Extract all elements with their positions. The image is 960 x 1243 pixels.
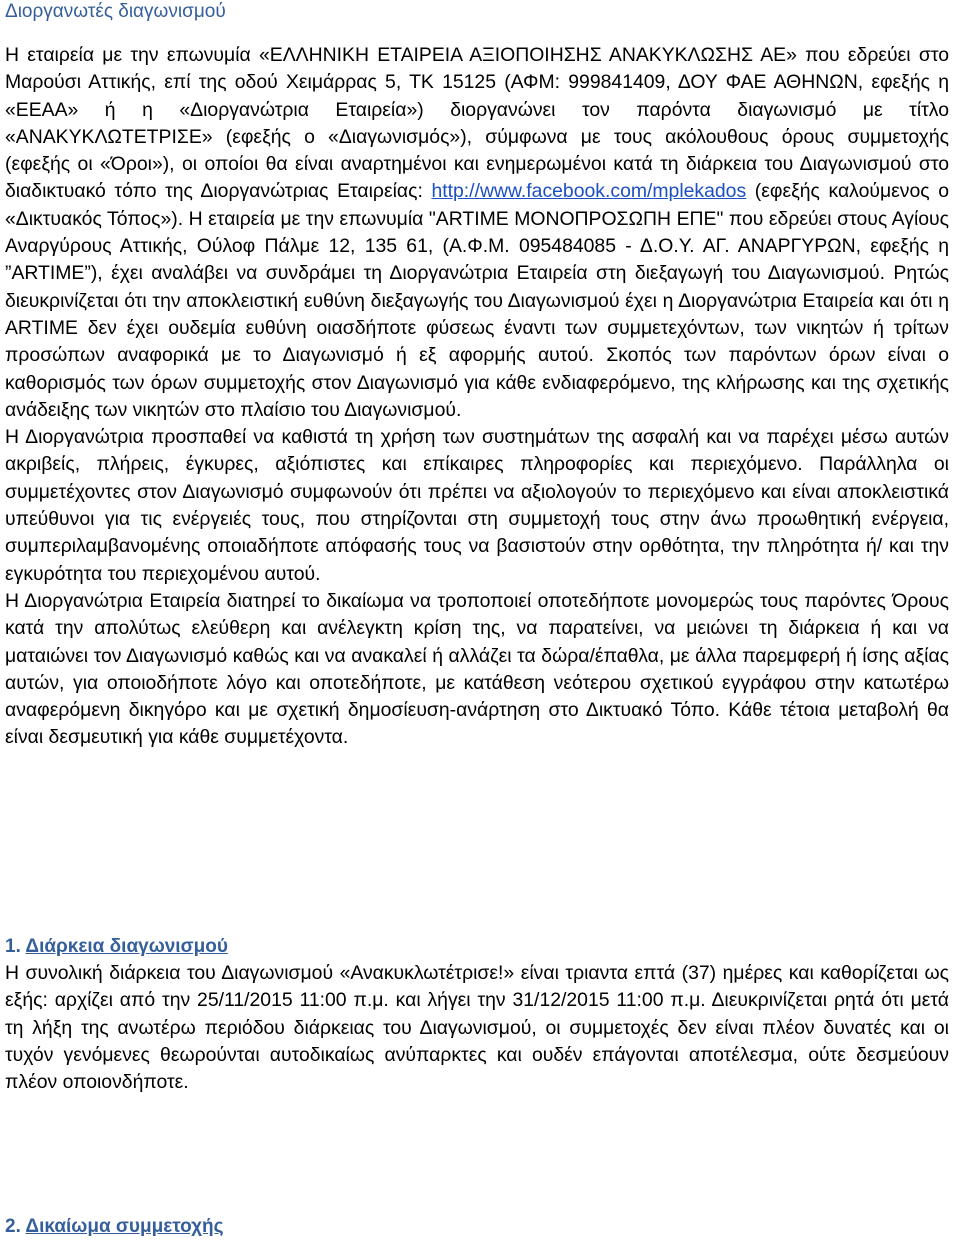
document-title: Διοργανωτές διαγωνισμού (5, 1, 226, 22)
section-1-title: Διάρκεια διαγωνισμού (25, 936, 228, 957)
facebook-link[interactable]: http://www.facebook.com/mplekados (431, 180, 747, 203)
section-2-title: Δικαίωμα συμμετοχής (25, 1216, 224, 1237)
intro-text (5, 42, 949, 752)
intro-part-3: Η Διοργανώτρια προσπαθεί να καθιστά τη χρήση των συστημάτων της ασφαλή και να παρέχει μέσω αυτών ακριβείς, πλήρεις, έγκυρες, αξιόπιστες και επίκαιρες πληροφορίες και περιεχόμενο. Παράλληλα οι συμμετέχοντες στον Διαγωνισμό συμφωνούν ότι πρέπει να αξιολογούν το περιεχόμενο και είναι αποκλειστικά υπεύθυνοι για τις ενέργειές τους, που στηρίζονται στη συμμετοχή τους στην άνω προωθητική ενέργεια, συμπεριλαμβανομένης οποιαδήποτε απόφασής τους να βασιστούν στην ορθότητα, την πληρότητα ή/ και την εγκυρότητα του περιεχομένου αυτού. (5, 426, 949, 585)
section-2-heading (5, 1216, 224, 1238)
section-1-heading (5, 936, 228, 958)
section-1-text: Η συνολική διάρκεια του Διαγωνισμού «Ανακυκλωτέτρισε!» είναι τριαντα επτά (37) ημέρες και καθορίζεται ως εξής: αρχίζει από την 25/11/2015 11:00 π.μ. και λήγει την 31/12/2015 11:00 π.μ. Διευκρινίζεται ρητά ότι μετά τη λήξη της ανωτέρω περιόδου διάρκειας του Διαγωνισμού, οι συμμετοχές δεν είναι πλέον δυνατές και οι τυχόν γενόμενες θεωρούνται αυτοδικαίως ανύπαρκτες και ουδέν επάγονται αποτέλεσμα, ούτε δεσμεύουν πλέον οποιονδήποτε. (5, 962, 949, 1094)
intro-part-1: Η εταιρεία με την επωνυμία «ΕΛΛΗΝΙΚΗ ΕΤΑΙΡΕΙΑ ΑΞΙΟΠΟΙΗΣΗΣ ΑΝΑΚΥΚΛΩΣΗΣ ΑΕ» που εδρεύει στο Μαρούσι Αττικής, επί της οδού Χειμάρρας 5, ΤΚ 15125 (ΑΦΜ: 999841409, ΔΟΥ ΦΑΕ ΑΘΗΝΩΝ, εφεξής η «ΕΕΑΑ» ή η «Διοργανώτρια Εταιρεία») διοργανώνει τον παρόντα διαγωνισμό με τίτλο «ΑΝΑΚΥΚΛΩΤΕΤΡΙΣΕ» (εφεξής ο «Διαγωνισμός»), σύμφωνα με τους ακόλουθους όρους συμμετοχής (εφεξής οι «Όροι»), οι οποίοι θα είναι αναρτημένοι και ενημερωμένοι κατά τη διάρκεια του Διαγωνισμού στο διαδικτυακό τόπο της Διοργανώτριας Εταιρείας: (5, 44, 949, 203)
section-1-number: 1. (5, 936, 26, 957)
section-2-number: 2. (5, 1216, 26, 1237)
intro-part-2: (εφεξής καλούμενος ο «Δικτυακός Τόπος»). Η εταιρεία με την επωνυμία "ARTIME ΜΟΝΟΠΡΟΣΩΠΗ ΕΠΕ" που εδρεύει στους Αγίους Αναργύρους Αττικής, Ούλοφ Πάλμε 12, 135 61, (Α.Φ.Μ. 095484085 - Δ.Ο.Υ. ΑΓ. ΑΝΑΡΓΥΡΩΝ, εφεξής η ”ARTIME”), έχει αναλάβει να συνδράμει τη Διοργανώτρια Εταιρεία στη διεξαγωγή του Διαγωνισμού. Ρητώς διευκρινίζεται ότι την αποκλειστική ευθύνη διεξαγωγής του Διαγωνισμού έχει η Διοργανώτρια Εταιρεία και ότι η ARTIME δεν έχει ουδεμία ευθύνη οιασδήποτε φύσεως έναντι των συμμετεχόντων, των νικητών ή τρίτων προσώπων αναφορικά με το Διαγωνισμό ή εξ αφορμής αυτού. Σκοπός των παρόντων όρων είναι ο καθορισμός των όρων συμμετοχής στον Διαγωνισμό για κάθε ενδιαφερόμενο, της κλήρωσης και της σχετικής ανάδειξης των νικητών στο πλαίσιο του Διαγωνισμού. (5, 180, 949, 421)
intro-part-4: Η Διοργανώτρια Εταιρεία διατηρεί το δικαίωμα να τροποποιεί οποτεδήποτε μονομερώς τους παρόντες Όρους κατά την απολύτως ελεύθερη και ανέλεγκτη κρίση της, να παρατείνει, να μειώνει τη διάρκεια ή και να ματαιώνει τον Διαγωνισμό καθώς και να ανακαλεί ή αλλάζει τα δώρα/έπαθλα, με άλλα παρεμφερή ή ίσης αξίας αυτών, για οποιοδήποτε λόγο και οποτεδήποτε, με κατάθεση νεότερου σχετικού εγγράφου στην κατωτέρω αναφερόμενη δικηγόρο και με σχετική δημοσίευση-ανάρτηση στο Δικτυακό Τόπο. Κάθε τέτοια μεταβολή θα είναι δεσμευτική για κάθε συμμετέχοντα. (5, 589, 949, 749)
